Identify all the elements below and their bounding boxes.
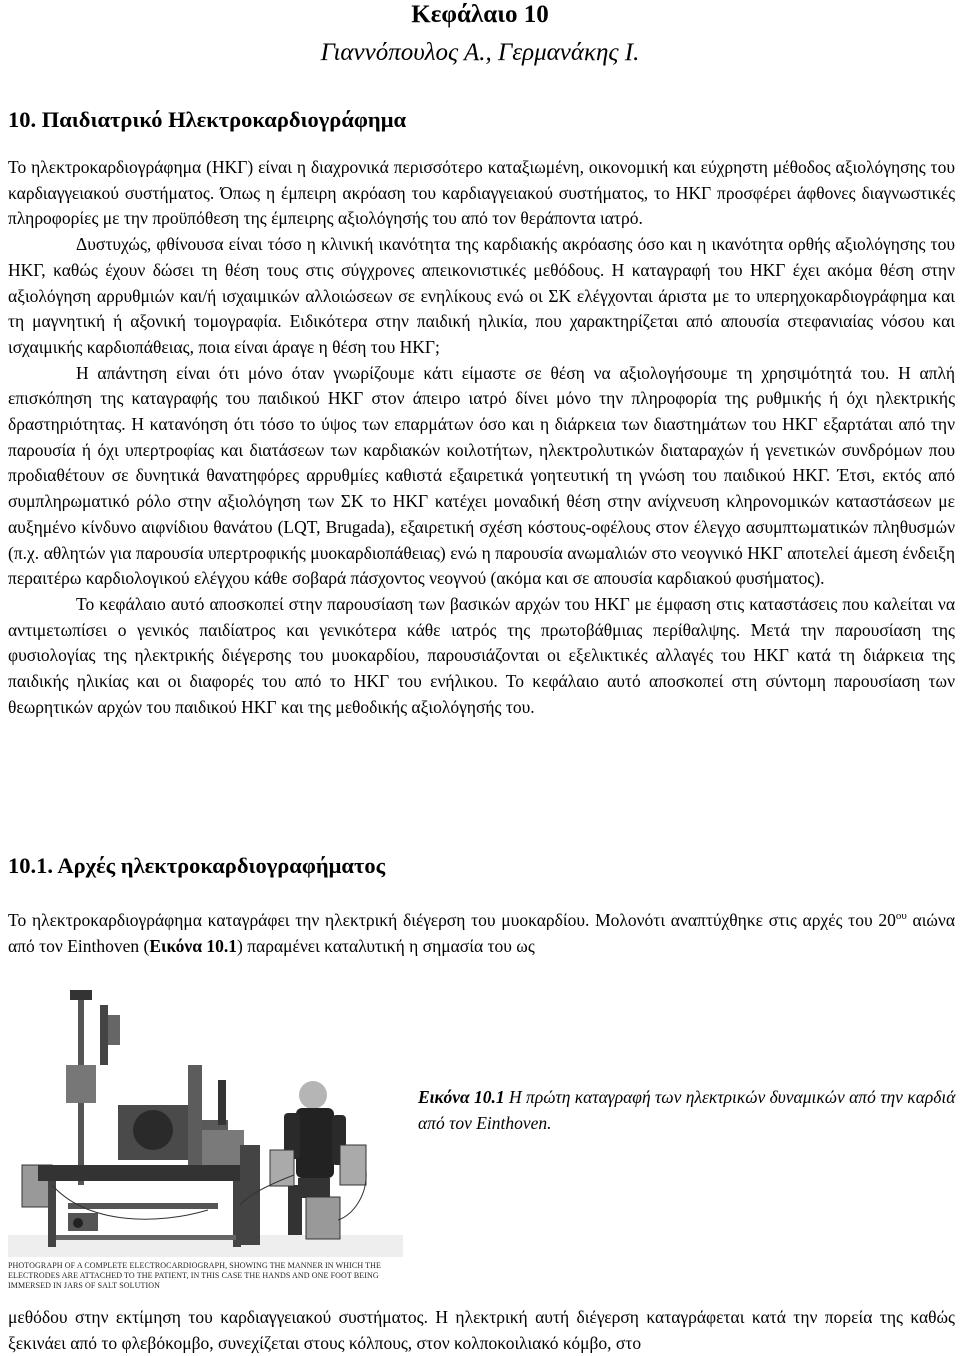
continuation-text: μεθόδου στην εκτίμηση του καρδιαγγειακού συστήματος. Η ηλεκτρική αυτή διέγερση καταγράφεται κατά την πορεία της καθώς ξεκινάει από το φλεβόκομβο, συνεχίζεται στους κόλπους, στον κολποκοιλιακό κόμβο, στο — [8, 1307, 955, 1353]
text-run: ) παραμένει καταλυτική η σημασία του ως — [237, 935, 535, 956]
paragraph-2: Δυστυχώς, φθίνουσα είναι τόσο η κλινική ικανότητα της καρδιακής ακρόασης όσο και η ικανότητα ορθής αξιολόγησης του ΗΚΓ, καθώς έχουν δώσει τη θέση τους στις σύγχρονες απεικονιστικές μεθόδους. Η καταγραφή του ΗΚΓ έχει ακόμα θέση στην αξιολόγηση αρρυθμιών και/ή ισχαιμικών αλλοιώσεων σε ενηλίκους ενώ οι ΣΚ ελέγχονται άριστα με το υπερηχοκαρδιογράφημα και τη μαγνητική ή αξονική τομογραφία. Ειδικότερα στην παιδική ηλικία, που χαρακτηρίζεται από απουσία στεφανιαίας νόσου και ισχαιμικής καρδιοπάθειας, ποια είναι άραγε η θέση του ΗΚΓ; — [8, 234, 955, 357]
text-run: αιώνα από τον Einthoven ( — [8, 910, 956, 956]
einthoven-electrocardiograph-illustration — [8, 985, 403, 1295]
figure-caption — [418, 1085, 956, 1136]
section-title: 10. Παιδιατρικό Ηλεκτροκαρδιογράφημα — [8, 107, 407, 132]
continuation-paragraph — [8, 1305, 955, 1356]
subsection-paragraph-text — [8, 908, 955, 959]
intro-text — [8, 155, 955, 720]
photo-caption: PHOTOGRAPH OF A COMPLETE ELECTROCARDIOGRAPH, SHOWING THE MANNER IN WHICH THE ELECTRODES ARE ATTACHED TO THE PATIENT, IN THIS CASE THE HANDS AND ONE FOOT BEING IMMERSED IN JARS OF SALT SOLUTION — [8, 1261, 382, 1290]
figure-reference: Εικόνα 10.1 — [149, 935, 237, 956]
paragraph-1: Το ηλεκτροκαρδιογράφημα (ΗΚΓ) είναι η διαχρονικά περισσότερο καταξιωμένη, οικονομική και εύχρηστη μέθοδος αξιολόγησης του καρδιαγγειακού συστήματος. Όπως η έμπειρη ακρόαση του καρδιαγγειακού συστήματος, το ΗΚΓ προσφέρει άφθονες διαγνωστικές πληροφορίες με την προϋπόθεση της έμπειρης αξιολόγησής του από τον θεράποντα ιατρό. — [8, 157, 955, 229]
paragraph-4: Το κεφάλαιο αυτό αποσκοπεί στην παρουσίαση των βασικών αρχών του ΗΚΓ με έμφαση στις καταστάσεις που καλείται να αντιμετωπίσει ο γενικός παιδίατρος και γενικότερα κάθε ιατρός της πρωτοβάθμιας περίθαλψης. Μετά την παρουσίαση της φυσιολογίας της ηλεκτρικής διέγερσης του μυοκαρδίου, παρουσιάζονται οι εξελικτικές αλλαγές του ΗΚΓ κατά τη διάρκεια της παιδικής ηλικίας και οι διαφορές του από το ΗΚΓ του ενήλικου. Το κεφάλαιο αυτό αποσκοπεί στη σύντομη παρουσίαση των θεωρητικών αρχών του παιδικού ΗΚΓ και της μεθοδικής αξιολόγησής του. — [8, 593, 955, 717]
einthoven-photo — [8, 985, 403, 1295]
chapter-heading: Κεφάλαιο 10 — [411, 1, 549, 28]
subsection-title: 10.1. Αρχές ηλεκτροκαρδιογραφήματος — [8, 853, 386, 878]
paragraph-3: Η απάντηση είναι ότι μόνο όταν γνωρίζουμε κάτι είμαστε σε θέση να αξιολογήσουμε τη χρησιμότητά του. Η απλή επισκόπηση της καταγραφής του παιδικού ΗΚΓ στον άπειρο ιατρό δίνει μόνο την πληροφορία της ρυθμικής ή όχι ηλεκτρικής δραστηριότητας. Η κατανόηση ότι τόσο το ύψος των επαρμάτων όσο και η διάρκεια των διαστημάτων του ΗΚΓ εξαρτάται από την παρουσία ή όχι υπερτροφίας και διατάσεων των καρδιακών κοιλοτήτων, ηλεκτρολυτικών διαταραχών ή γενετικών συνδρόμων που προδιαθέτουν σε δυνητικά θανατηφόρες αρρυθμίες καθιστά εξαιρετικά γοητευτική τη γνώση του παιδικού ΗΚΓ. Έτσι, εκτός από συμπληρωματικό ρόλο στην αξιολόγηση των ΣΚ το ΗΚΓ κατέχει μοναδική θέση στην ανίχνευση κληρονομικών καταστάσεων με αυξημένο κίνδυνο αιφνίδιου θανάτου (LQT, Brugada), εξαιρετική σχέση κόστους-οφέλους στον έλεγχο ασυμπτωματικών πληθυσμών (π.χ. αθλητών για παρουσία υπερτροφικής μυοκαρδιοπάθειας) ενώ η παρουσία ανωμαλιών στο νεογνικό ΗΚΓ αποτελεί άμεση ένδειξη περαιτέρω καρδιολογικού ελέγχου κάθε σοβαρά πάσχοντος νεογνού (ακόμα και σε απουσία καρδιακού φυσήματος). — [8, 362, 955, 589]
text-run: Το ηλεκτροκαρδιογράφημα καταγράφει την ηλεκτρική διέγερση του μυοκαρδίου. Μολονότι αναπτύχθηκε στις αρχές του 20 — [8, 910, 896, 930]
caption-label: Εικόνα 10.1 — [418, 1087, 505, 1107]
chapter-authors: Γιαννόπουλος Α., Γερμανάκης Ι. — [320, 39, 640, 66]
caption-text: Η πρώτη καταγραφή των ηλεκτρικών δυναμικών από την καρδιά από τον Einthoven. — [418, 1087, 956, 1133]
subsection-paragraph — [8, 908, 955, 959]
superscript: ου — [895, 910, 907, 923]
